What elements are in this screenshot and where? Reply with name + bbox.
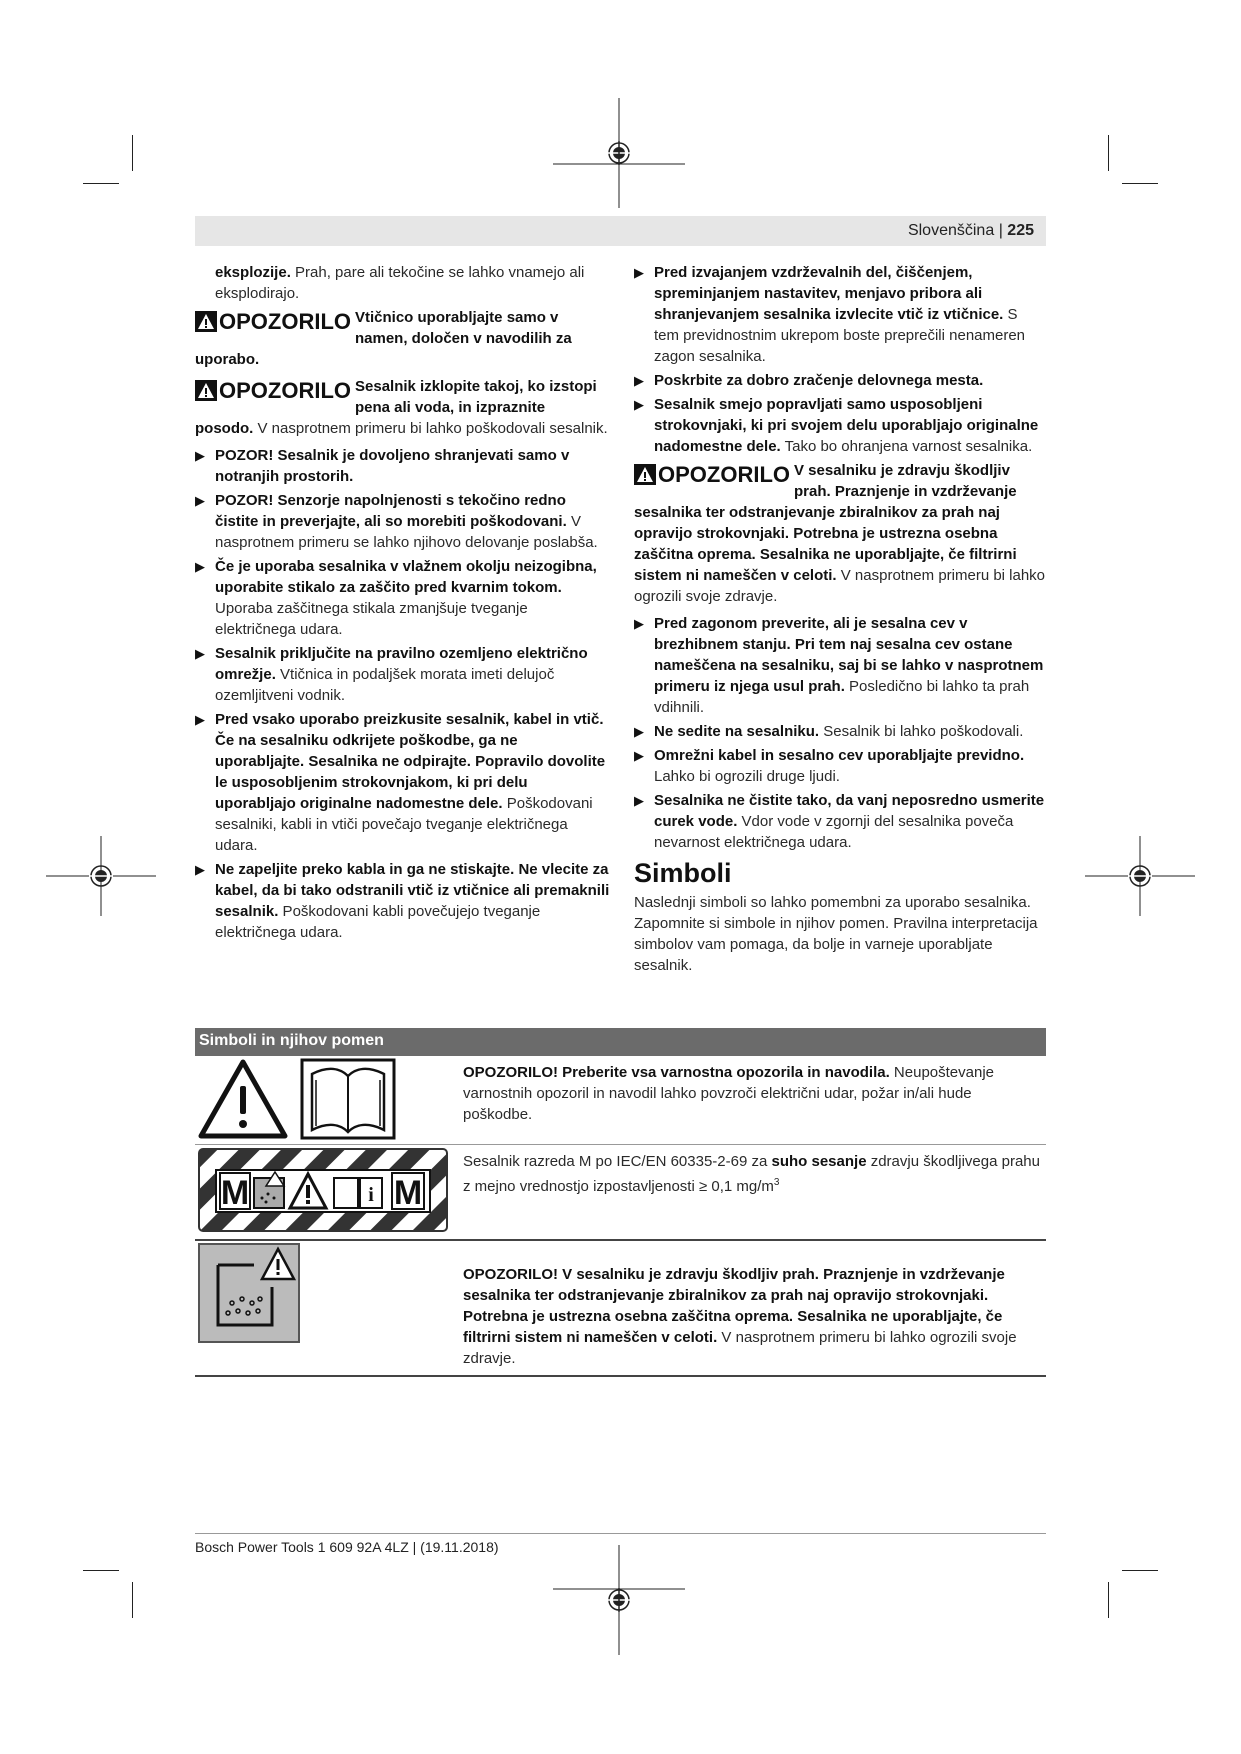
symbol-description <box>463 1151 1043 1197</box>
warning-label <box>195 311 351 332</box>
warning-label-text: OPOZORILO <box>658 462 790 487</box>
section-title: Simboli <box>634 858 732 888</box>
bullet-text: V nasprotnem primeru se lahko njihovo delovanje poslabša. <box>215 513 598 551</box>
sticker-letter-left: M <box>220 1174 250 1212</box>
bullet-text: Poškodovani sesalniki, kabli in vtiči povečajo tveganje električnega udara. <box>215 795 593 854</box>
symbol-text: zdravju škodljivega prahu z mejno vrednostjo izpostavljenosti ≥ 0,1 mg/m <box>463 1153 1040 1195</box>
bullet-arrow-icon: ▶ <box>195 493 205 508</box>
table-header-label: Simboli in njihov pomen <box>199 1032 384 1049</box>
right-bullet-list-top <box>634 262 1046 457</box>
list-item <box>195 709 610 856</box>
bullet-bold: Pred vsako uporabo preizkusite sesalnik, kabel in vtič. Če na sesalniku odkrijete poškodbe, ga ne uporabljajte. Sesalnika ne odpirajte. Popravilo dovolite le usposobljenim strokovnjakom, ki pri delu uporabljajo originalne nadomestne dele. <box>215 711 606 812</box>
bullet-text: Posledično bi lahko ta prah vdihnili. <box>654 678 1030 716</box>
bullet-text: Uporaba zaščitnega stikala zmanjšuje tveganje električnega udara. <box>215 600 528 638</box>
crop-mark <box>132 1582 133 1618</box>
table-divider <box>195 1375 1046 1377</box>
registration-mark-icon <box>1085 836 1195 916</box>
crop-mark <box>1122 183 1158 184</box>
list-item <box>634 370 1046 391</box>
sticker-info-letter: i <box>368 1184 374 1206</box>
bullet-arrow-icon: ▶ <box>634 265 644 280</box>
warning-cont-text: V nasprotnem primeru bi lahko poškodovali sesalnik. <box>253 420 608 437</box>
list-item <box>634 790 1046 853</box>
list-item <box>195 643 610 706</box>
sticker-letter-right: M <box>393 1174 423 1212</box>
right-column <box>634 262 1046 976</box>
warning-block <box>195 307 610 370</box>
bullet-arrow-icon: ▶ <box>195 646 205 661</box>
registration-mark-icon <box>46 836 156 916</box>
bullet-arrow-icon: ▶ <box>195 712 205 727</box>
warning-cont-bold: sesalnika ter odstranjevanje zbiralnikov za prah naj opravijo strokovnjaki. Potrebna je ustrezna osebna zaščitna oprema. Sesalnika ne uporabljajte, če filtrirni sistem ni nameščen v celoti. <box>634 504 1017 584</box>
bullet-arrow-icon: ▶ <box>634 793 644 808</box>
page-header <box>195 216 1046 246</box>
bullet-arrow-icon: ▶ <box>634 748 644 763</box>
list-item <box>634 394 1046 457</box>
warning-block <box>195 376 610 439</box>
symbol-description-text <box>463 1062 1043 1125</box>
crop-mark <box>1108 1582 1109 1618</box>
section-text: Naslednji simboli so lahko pomembni za uporabo sesalnika. Zapomnite si simbole in njihov pomen. Pravilna interpretacija simbolov vam pomaga, da bolje in varneje uporabljate sesalnik. <box>634 894 1038 974</box>
warning-label <box>634 464 790 485</box>
registration-mark-icon <box>553 98 685 208</box>
dust-class-m-sticker-icon <box>198 1148 448 1232</box>
crop-mark <box>1122 1570 1158 1571</box>
symbol-text: Sesalnik razreda M po IEC/EN 60335-2-69 za <box>463 1153 772 1170</box>
symbol-description-text <box>463 1151 1043 1197</box>
crop-mark <box>83 1570 119 1571</box>
bullet-bold: Če je uporaba sesalnika v vlažnem okolju neizogibna, uporabite stikalo za zaščito pred kvarnim tokom. <box>215 558 597 596</box>
symbol-bold: OPOZORILO! V sesalniku je zdravju škodljiv prah. Praznjenje in vzdrževanje sesalnika ter odstranjevanje zbiralnikov za prah naj opravijo strokovnjaki. Potrebna je ustrezna osebna zaščitna oprema. Sesalnika ne uporabljajte, če filtrirni sistem ni nameščen v celoti. <box>463 1266 1005 1346</box>
warning-cont <box>195 418 610 439</box>
symbol-text: V nasprotnem primeru bi lahko ogrozili svoje zdravje. <box>463 1329 1017 1367</box>
list-item <box>195 490 610 553</box>
bullet-arrow-icon: ▶ <box>634 373 644 388</box>
bullet-arrow-icon: ▶ <box>195 559 205 574</box>
symbol-superscript: 3 <box>773 1177 780 1188</box>
warning-cont-bold: posodo. <box>195 420 254 437</box>
warning-cont-bold: uporabo. <box>195 351 260 368</box>
warning-label-text: OPOZORILO <box>219 309 351 334</box>
bullet-bold: Poskrbite za dobro zračenje delovnega mesta. <box>654 372 984 389</box>
crop-mark <box>83 183 119 184</box>
symbol-description <box>463 1264 1043 1369</box>
crop-mark <box>132 135 133 171</box>
warning-triangle-icon <box>195 311 217 332</box>
hazardous-dust-container-icon <box>198 1243 300 1343</box>
page-footer <box>195 1533 1046 1555</box>
symbol-bold: suho sesanje <box>771 1153 867 1170</box>
footer-text: Bosch Power Tools 1 609 92A 4LZ | (19.11.2018) <box>195 1539 499 1555</box>
bullet-text: Lahko bi ogrozili druge ljudi. <box>654 768 840 785</box>
bullet-bold: Ne zapeljite preko kabla in ga ne stiskajte. Ne vlecite za kabel, da bi tako odstranili vtič iz vtičnice ali premaknili sesalnik. <box>215 861 610 920</box>
intro-paragraph <box>195 262 610 304</box>
warning-label <box>195 380 351 401</box>
bullet-bold: Sesalnik priključite na pravilno ozemljeno električno omrežje. <box>215 645 588 683</box>
list-item <box>195 859 610 943</box>
bullet-arrow-icon: ▶ <box>195 862 205 877</box>
left-bullet-list <box>195 445 610 943</box>
bullet-text: Sesalnik bi lahko poškodovali. <box>819 723 1024 740</box>
warning-cont-text: V nasprotnem primeru bi lahko ogrozili svoje zdravje. <box>634 567 1046 605</box>
bullet-bold: Sesalnik smejo popravljati samo usposobljeni strokovnjaki, ki pri svojem delu uporabljajo originalne nadomestne dele. <box>654 396 1039 455</box>
warning-triangle-icon <box>195 380 217 401</box>
bullet-bold: Pred zagonom preverite, ali je sesalna cev v brezhibnem stanju. Pri tem naj sesalna cev ostane nameščena na sesalniku, saj bi se lahko v nasprotnem primeru iz njega usul prah. <box>654 615 1044 695</box>
intro-bold: eksplozije. <box>215 264 291 281</box>
header-language: Slovenščina <box>907 222 995 239</box>
bullet-arrow-icon: ▶ <box>634 724 644 739</box>
table-divider <box>195 1144 1046 1145</box>
bullet-text: Tako bo ohranjena varnost sesalnika. <box>780 438 1033 455</box>
symbol-bold: OPOZORILO! Preberite vsa varnostna opozorila in navodila. <box>463 1064 890 1081</box>
warning-label-text: OPOZORILO <box>219 378 351 403</box>
symbol-text: Neupoštevanje varnostnih opozoril in navodil lahko povzroči električni udar, požar in/ali hude poškodbe. <box>463 1064 995 1123</box>
symbol-description <box>463 1062 1043 1125</box>
warning-cont <box>634 502 1046 607</box>
bullet-arrow-icon: ▶ <box>634 397 644 412</box>
crop-mark <box>1108 135 1109 171</box>
bullet-arrow-icon: ▶ <box>634 616 644 631</box>
list-item <box>634 262 1046 367</box>
warning-head: Sesalnik izklopite takoj, ko izstopi pena ali voda, in izpraznite <box>355 378 597 416</box>
manual-book-icon <box>300 1058 396 1140</box>
bullet-text: Vtičnica in podaljšek morata imeti delujoč ozemljitveni vodnik. <box>215 666 555 704</box>
bullet-bold: POZOR! Sesalnik je dovoljeno shranjevati samo v notranjih prostorih. <box>215 447 570 485</box>
list-item <box>195 445 610 487</box>
warning-block <box>634 460 1046 607</box>
right-bullet-list-bottom <box>634 613 1046 853</box>
bullet-bold: POZOR! Senzorje napolnjenosti s tekočino redno čistite in preverjajte, ali so morebiti poškodovani. <box>215 492 567 530</box>
warning-triangle-icon <box>197 1058 289 1140</box>
bullet-bold: Sesalnika ne čistite tako, da vanj neposredno usmerite curek vode. <box>654 792 1045 830</box>
bullet-text: S tem previdnostnim ukrepom boste preprečili nenameren zagon sesalnika. <box>654 306 1026 365</box>
header-label <box>908 222 1034 240</box>
warning-triangle-icon <box>634 464 656 485</box>
bullet-text: Vdor vode v zgornji del sesalnika poveča nevarnost električnega udara. <box>654 813 1014 851</box>
bullet-bold: Ne sedite na sesalniku. <box>654 723 820 740</box>
bullet-arrow-icon: ▶ <box>195 448 205 463</box>
warning-cont <box>195 349 610 370</box>
bullet-text: Poškodovani kabli povečujejo tveganje električnega udara. <box>215 903 541 941</box>
table-divider <box>195 1239 1046 1241</box>
header-separator: | <box>998 222 1003 239</box>
warning-head: V sesalniku je zdravju škodljiv prah. Praznjenje in vzdrževanje <box>794 462 1017 500</box>
table-header <box>195 1028 1046 1056</box>
left-column <box>195 262 610 946</box>
list-item <box>195 556 610 640</box>
list-item <box>634 613 1046 718</box>
warning-head: Vtičnico uporabljajte samo v namen, določen v navodilih za <box>355 309 572 347</box>
bullet-bold: Pred izvajanjem vzdrževalnih del, čiščenjem, spreminjanjem nastavitev, menjavo pribora ali shranjevanjem sesalnika izvlecite vtič iz vtičnice. <box>654 264 1004 323</box>
page-number: 225 <box>1007 222 1034 239</box>
list-item <box>634 745 1046 787</box>
symbol-description-text <box>463 1264 1043 1369</box>
registration-mark-icon <box>553 1545 685 1655</box>
bullet-bold: Omrežni kabel in sesalno cev uporabljajte previdno. <box>654 747 1025 764</box>
intro-text: Prah, pare ali tekočine se lahko vnamejo ali eksplodirajo. <box>215 264 585 302</box>
list-item <box>634 721 1046 742</box>
